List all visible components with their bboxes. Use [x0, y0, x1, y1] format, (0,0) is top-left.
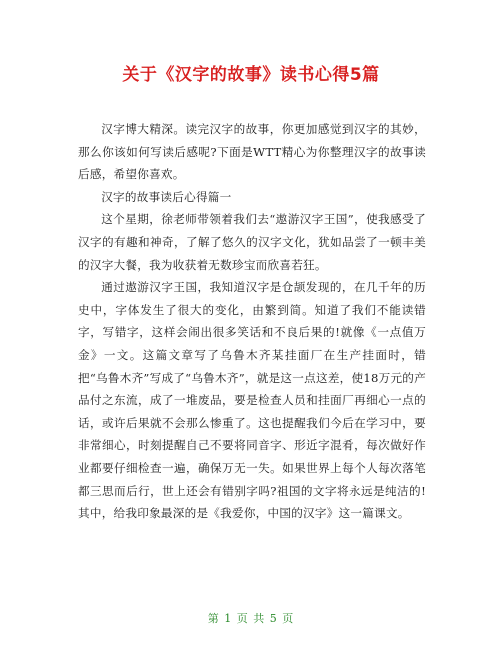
page-footer: 第 1 页 共 5 页	[207, 612, 295, 625]
document-body	[78, 118, 426, 525]
body-paragraph: 这个星期，徐老师带领着我们去“遨游汉字王国”，使我感受了汉字的有趣和神奇，了解了悠久的汉字文化，犹如品尝了一顿丰美的汉字大餐，我为收获着无数珍宝而欣喜若狂。	[78, 212, 426, 272]
body-paragraph: 通过遨游汉字王国，我知道汉字是仓颉发现的，在几千年的历史中，字体发生了很大的变化，由繁到简。知道了我们不能读错字，写错字，这样会闹出很多笑话和不良后果的!就像《一点值万金》一文。这篇文章写了乌鲁木齐某挂面厂在生产挂面时，错把“乌鲁木齐”写成了“乌鲁木齐”，就是这一点这差，使18万元的产品付之东流，成了一堆废品，要是检查人员和挂面厂再细心一点的话，或许后果就不会那么惨重了。这也提醒我们今后在学习中，要非常细心，时刻提醒自己不要将同音字、形近字混肴，每次做好作业都要仔细检查一遍，确保万无一失。如果世界上每个人每次落笔都三思而后行，世上还会有错别字吗?祖国的文字将永远是纯洁的!其中，给我印象最深的是《我爱你，中国的汉字》这一篇课文。	[78, 280, 426, 521]
document-title: 关于《汉字的故事》读书心得5篇	[122, 65, 380, 85]
section-heading: 汉字的故事读后心得篇一	[101, 189, 232, 204]
intro-paragraph: 汉字博大精深。读完汉字的故事，你更加感觉到汉字的其妙，那么你该如何写读后感呢?下面是WTT精心为你整理汉字的故事读后感，希望你喜欢。	[78, 122, 426, 182]
